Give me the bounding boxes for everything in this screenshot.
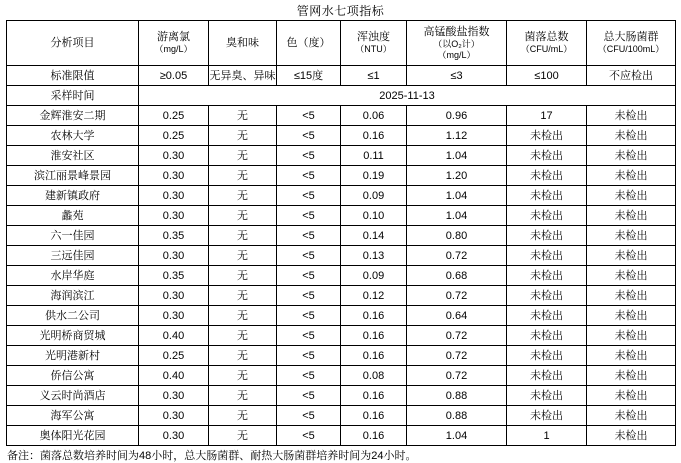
value-permanganate-index: 0.88 — [407, 406, 507, 426]
value-colony-count: 未检出 — [507, 306, 587, 326]
value-permanganate-index: 0.72 — [407, 346, 507, 366]
value-colony-count: 未检出 — [507, 346, 587, 366]
value-permanganate-index: 0.64 — [407, 306, 507, 326]
value-permanganate-index: 0.72 — [407, 246, 507, 266]
row-name: 滨江丽景峰景园 — [7, 166, 139, 186]
header-main: 臭和味 — [226, 36, 259, 49]
value-odor: 无 — [209, 226, 277, 246]
value-odor: 无 — [209, 426, 277, 446]
table-row — [7, 346, 676, 366]
value-free-chlorine: 0.25 — [139, 106, 209, 126]
value-color: <5 — [277, 226, 341, 246]
value-color: <5 — [277, 126, 341, 146]
row-name: 奥体阳光花园 — [7, 426, 139, 446]
value-odor: 无 — [209, 326, 277, 346]
value-free-chlorine: 0.30 — [139, 146, 209, 166]
value-free-chlorine: 0.30 — [139, 406, 209, 426]
value-turbidity: 0.08 — [341, 366, 407, 386]
value-permanganate-index: 0.96 — [407, 106, 507, 126]
column-header-item — [7, 21, 139, 66]
table-row — [7, 366, 676, 386]
value-permanganate-index: 1.20 — [407, 166, 507, 186]
row-name: 水岸华庭 — [7, 266, 139, 286]
value-total-coliform: 未检出 — [587, 106, 676, 126]
sample-date-row — [7, 86, 676, 106]
value-color: <5 — [277, 306, 341, 326]
table-header-row — [7, 21, 676, 66]
header-main: 高锰酸盐指数 — [423, 25, 490, 38]
value-permanganate-index: 1.12 — [407, 126, 507, 146]
value-colony-count: 未检出 — [507, 386, 587, 406]
value-color: <5 — [277, 106, 341, 126]
value-colony-count: 17 — [507, 106, 587, 126]
value-total-coliform: 未检出 — [587, 286, 676, 306]
value-color: <5 — [277, 406, 341, 426]
header-main: 游离氯 — [157, 31, 190, 43]
value-color: <5 — [277, 366, 341, 386]
value-colony-count: 未检出 — [507, 246, 587, 266]
value-free-chlorine: 0.30 — [139, 206, 209, 226]
header-unit: （mg/L） — [154, 44, 193, 54]
limit-turbidity: ≤1 — [341, 66, 407, 86]
header-main: 分析项目 — [50, 36, 95, 49]
limit-odor: 无异臭、异味 — [209, 66, 277, 86]
value-odor: 无 — [209, 286, 277, 306]
header-unit: （NTU） — [355, 44, 392, 54]
value-color: <5 — [277, 246, 341, 266]
table-row — [7, 266, 676, 286]
value-turbidity: 0.14 — [341, 226, 407, 246]
column-header-total-coliform — [587, 21, 676, 66]
header-unit2: （mg/L） — [437, 49, 476, 60]
value-colony-count: 未检出 — [507, 366, 587, 386]
row-name: 光明桥商贸城 — [7, 326, 139, 346]
table-row — [7, 226, 676, 246]
value-color: <5 — [277, 346, 341, 366]
value-odor: 无 — [209, 266, 277, 286]
table-row — [7, 326, 676, 346]
value-total-coliform: 未检出 — [587, 246, 676, 266]
value-total-coliform: 未检出 — [587, 406, 676, 426]
water-quality-table — [6, 20, 676, 446]
value-free-chlorine: 0.30 — [139, 166, 209, 186]
limit-permanganate-index: ≤3 — [407, 66, 507, 86]
value-odor: 无 — [209, 246, 277, 266]
table-row — [7, 206, 676, 226]
row-name: 光明港新村 — [7, 346, 139, 366]
column-header-odor — [209, 21, 277, 66]
value-total-coliform: 未检出 — [587, 426, 676, 446]
value-total-coliform: 未检出 — [587, 386, 676, 406]
value-colony-count: 未检出 — [507, 266, 587, 286]
row-name: 侨信公寓 — [7, 366, 139, 386]
value-colony-count: 未检出 — [507, 286, 587, 306]
value-turbidity: 0.16 — [341, 426, 407, 446]
value-free-chlorine: 0.40 — [139, 366, 209, 386]
value-odor: 无 — [209, 386, 277, 406]
value-turbidity: 0.10 — [341, 206, 407, 226]
value-permanganate-index: 1.04 — [407, 426, 507, 446]
value-odor: 无 — [209, 186, 277, 206]
value-turbidity: 0.06 — [341, 106, 407, 126]
row-name: 淮安社区 — [7, 146, 139, 166]
value-turbidity: 0.16 — [341, 126, 407, 146]
table-row — [7, 386, 676, 406]
limit-color: ≤15度 — [277, 66, 341, 86]
value-color: <5 — [277, 146, 341, 166]
value-odor: 无 — [209, 366, 277, 386]
value-total-coliform: 未检出 — [587, 366, 676, 386]
value-turbidity: 0.11 — [341, 146, 407, 166]
value-permanganate-index: 0.68 — [407, 266, 507, 286]
value-odor: 无 — [209, 346, 277, 366]
row-name: 蠡苑 — [7, 206, 139, 226]
value-total-coliform: 未检出 — [587, 226, 676, 246]
value-color: <5 — [277, 326, 341, 346]
value-turbidity: 0.16 — [341, 406, 407, 426]
value-total-coliform: 未检出 — [587, 126, 676, 146]
value-colony-count: 未检出 — [507, 406, 587, 426]
value-free-chlorine: 0.30 — [139, 386, 209, 406]
value-permanganate-index: 0.80 — [407, 226, 507, 246]
row-label: 标准限值 — [7, 66, 139, 86]
value-free-chlorine: 0.25 — [139, 126, 209, 146]
value-free-chlorine: 0.30 — [139, 246, 209, 266]
value-permanganate-index: 0.88 — [407, 386, 507, 406]
value-odor: 无 — [209, 126, 277, 146]
table-row — [7, 426, 676, 446]
value-total-coliform: 未检出 — [587, 346, 676, 366]
column-header-free-chlorine — [139, 21, 209, 66]
value-odor: 无 — [209, 146, 277, 166]
header-main: 浑浊度 — [357, 31, 390, 43]
column-header-colony-count — [507, 21, 587, 66]
value-color: <5 — [277, 286, 341, 306]
header-main: 色（度） — [286, 36, 331, 49]
value-color: <5 — [277, 166, 341, 186]
value-free-chlorine: 0.40 — [139, 326, 209, 346]
value-free-chlorine: 0.30 — [139, 426, 209, 446]
table-row — [7, 306, 676, 326]
standard-limit-row — [7, 66, 676, 86]
row-name: 义云时尚酒店 — [7, 386, 139, 406]
value-free-chlorine: 0.30 — [139, 306, 209, 326]
value-turbidity: 0.12 — [341, 286, 407, 306]
value-colony-count: 未检出 — [507, 146, 587, 166]
value-odor: 无 — [209, 106, 277, 126]
table-row — [7, 186, 676, 206]
value-color: <5 — [277, 186, 341, 206]
header-unit: （以O₂计） — [433, 38, 480, 49]
value-total-coliform: 未检出 — [587, 306, 676, 326]
limit-total-coliform: 不应检出 — [587, 66, 676, 86]
value-permanganate-index: 0.72 — [407, 286, 507, 306]
column-header-color — [277, 21, 341, 66]
value-color: <5 — [277, 386, 341, 406]
column-header-turbidity — [341, 21, 407, 66]
table-row — [7, 406, 676, 426]
table-row — [7, 166, 676, 186]
table-row — [7, 126, 676, 146]
value-total-coliform: 未检出 — [587, 266, 676, 286]
value-color: <5 — [277, 426, 341, 446]
value-odor: 无 — [209, 206, 277, 226]
value-turbidity: 0.16 — [341, 386, 407, 406]
value-turbidity: 0.16 — [341, 306, 407, 326]
page-title: 管网水七项指标 — [296, 4, 385, 18]
value-free-chlorine: 0.30 — [139, 186, 209, 206]
column-header-permanganate-index — [407, 21, 507, 66]
value-free-chlorine: 0.35 — [139, 266, 209, 286]
value-colony-count: 未检出 — [507, 166, 587, 186]
value-turbidity: 0.09 — [341, 186, 407, 206]
table-row — [7, 146, 676, 166]
value-colony-count: 未检出 — [507, 326, 587, 346]
value-free-chlorine: 0.30 — [139, 286, 209, 306]
value-turbidity: 0.19 — [341, 166, 407, 186]
value-colony-count: 未检出 — [507, 206, 587, 226]
value-free-chlorine: 0.35 — [139, 226, 209, 246]
value-colony-count: 未检出 — [507, 126, 587, 146]
value-turbidity: 0.13 — [341, 246, 407, 266]
value-total-coliform: 未检出 — [587, 186, 676, 206]
value-odor: 无 — [209, 166, 277, 186]
limit-colony-count: ≤100 — [507, 66, 587, 86]
value-turbidity: 0.16 — [341, 326, 407, 346]
value-permanganate-index: 0.72 — [407, 366, 507, 386]
row-label: 采样时间 — [7, 86, 139, 106]
value-colony-count: 未检出 — [507, 186, 587, 206]
row-name: 供水二公司 — [7, 306, 139, 326]
row-name: 农林大学 — [7, 126, 139, 146]
value-color: <5 — [277, 266, 341, 286]
header-unit: （CFU/mL） — [520, 44, 573, 54]
row-name: 海军公寓 — [7, 406, 139, 426]
value-permanganate-index: 1.04 — [407, 206, 507, 226]
value-permanganate-index: 0.72 — [407, 326, 507, 346]
row-name: 六一佳园 — [7, 226, 139, 246]
value-permanganate-index: 1.04 — [407, 186, 507, 206]
value-total-coliform: 未检出 — [587, 166, 676, 186]
value-total-coliform: 未检出 — [587, 206, 676, 226]
header-main: 菌落总数 — [524, 31, 569, 43]
value-turbidity: 0.09 — [341, 266, 407, 286]
value-total-coliform: 未检出 — [587, 326, 676, 346]
table-row — [7, 106, 676, 126]
table-row — [7, 286, 676, 306]
value-permanganate-index: 1.04 — [407, 146, 507, 166]
value-colony-count: 1 — [507, 426, 587, 446]
row-name: 三远佳园 — [7, 246, 139, 266]
limit-free-chlorine: ≥0.05 — [139, 66, 209, 86]
value-color: <5 — [277, 206, 341, 226]
table-row — [7, 246, 676, 266]
value-turbidity: 0.16 — [341, 346, 407, 366]
value-colony-count: 未检出 — [507, 226, 587, 246]
row-name: 建新镇政府 — [7, 186, 139, 206]
sample-date-value: 2025-11-13 — [139, 86, 676, 106]
header-unit: （CFU/100mL） — [597, 44, 665, 54]
value-odor: 无 — [209, 306, 277, 326]
row-name: 金辉淮安二期 — [7, 106, 139, 126]
value-odor: 无 — [209, 406, 277, 426]
header-main: 总大肠菌群 — [603, 31, 659, 43]
value-total-coliform: 未检出 — [587, 146, 676, 166]
value-free-chlorine: 0.25 — [139, 346, 209, 366]
table-note: 备注：菌落总数培养时间为48小时，总大肠菌群、耐热大肠菌群培养时间为24小时。 — [7, 450, 417, 462]
row-name: 海润滨江 — [7, 286, 139, 306]
